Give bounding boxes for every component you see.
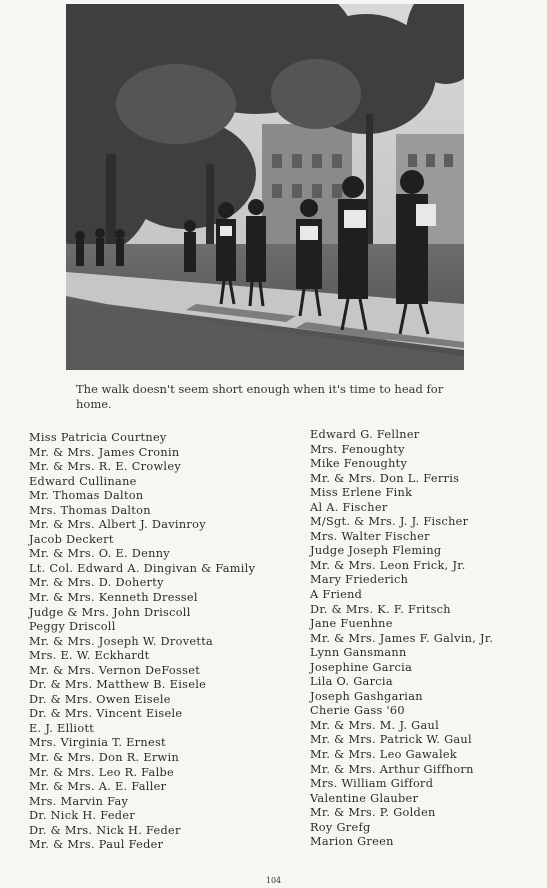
- patron-name: Mr. & Mrs. Don R. Erwin: [29, 751, 180, 765]
- patron-name: E. J. Elliott: [29, 721, 95, 735]
- patron-name: A Friend: [310, 588, 363, 602]
- patron-name: Lt. Col. Edward A. Dingivan & Family: [29, 561, 256, 575]
- patron-name: Mr. & Mrs. P. Golden: [310, 806, 436, 820]
- patron-name: Mr. & Mrs. Kenneth Dressel: [29, 591, 198, 605]
- patron-name: Mr. & Mrs. James F. Galvin, Jr.: [310, 631, 494, 645]
- patron-name: Dr. & Mrs. Nick H. Feder: [29, 823, 181, 837]
- patron-name: Miss Erlene Fink: [310, 486, 413, 500]
- patron-name: Mr. & Mrs. A. E. Faller: [29, 780, 167, 794]
- patron-name: Mr. & Mrs. Joseph W. Drovetta: [29, 634, 214, 648]
- patron-name: Mrs. Thomas Dalton: [29, 503, 151, 517]
- patron-name: Mrs. Marvin Fay: [29, 794, 129, 808]
- campus-walk-photo: [66, 4, 464, 370]
- patron-name: Edward Cullinane: [29, 474, 137, 488]
- patron-name: Joseph Gashgarian: [310, 689, 423, 703]
- patron-name: Mr. & Mrs. Leon Frick, Jr.: [310, 558, 466, 572]
- patron-name: Jacob Deckert: [29, 532, 114, 546]
- patron-name: M/Sgt. & Mrs. J. J. Fischer: [310, 515, 469, 529]
- patron-name: Mr. & Mrs. Arthur Giffhorn: [310, 762, 474, 776]
- patron-name: Mr. & Mrs. Vernon DeFosset: [29, 663, 201, 677]
- patron-name: Mr. & Mrs. D. Doherty: [29, 576, 164, 590]
- patron-name: Roy Grefg: [310, 820, 371, 834]
- patron-name: Mrs. William Gifford: [310, 777, 434, 791]
- patron-list-right: [310, 428, 493, 850]
- patron-name: Mary Friederich: [310, 573, 409, 587]
- patron-name: Josephine Garcia: [310, 660, 413, 674]
- patron-name: Mr. & Mrs. O. E. Denny: [29, 547, 170, 561]
- patron-name: Mr. & Mrs. Don L. Ferris: [310, 471, 460, 485]
- patron-name: Peggy Driscoll: [29, 620, 116, 634]
- patron-name: Mike Fenoughty: [310, 457, 408, 471]
- patron-name: Mr. & Mrs. Leo Gawalek: [310, 748, 457, 762]
- photo-caption: The walk doesn't seem short enough when it's time to head for home.: [76, 382, 444, 411]
- patron-name: Mrs. Walter Fischer: [310, 529, 430, 543]
- patron-name: Mrs. Virginia T. Ernest: [29, 736, 166, 750]
- patron-name: Dr. & Mrs. Matthew B. Eisele: [29, 678, 207, 692]
- patron-name: Marion Green: [310, 835, 394, 849]
- patron-name: Dr. Nick H. Feder: [29, 809, 136, 823]
- patron-name: Al A. Fischer: [310, 500, 388, 514]
- patron-name: Judge & Mrs. John Driscoll: [29, 605, 191, 619]
- patron-name: Cherie Gass '60: [310, 704, 405, 718]
- patron-name: Dr. & Mrs. Vincent Eisele: [29, 707, 183, 721]
- patron-name: Judge Joseph Fleming: [310, 544, 442, 558]
- patron-name: Lynn Gansmann: [310, 646, 407, 660]
- patron-name: Lila O. Garcia: [310, 675, 393, 689]
- patron-name: Dr. & Mrs. Owen Eisele: [29, 692, 171, 706]
- patron-list-left: [29, 431, 255, 853]
- patron-name: Jane Fuenhne: [310, 617, 393, 631]
- patron-name: Mr. & Mrs. R. E. Crowley: [29, 460, 182, 474]
- patron-name: Miss Patricia Courtney: [29, 431, 167, 444]
- page-number: 104: [265, 876, 282, 885]
- patron-name: Mr. & Mrs. Leo R. Falbe: [29, 765, 175, 779]
- patron-name: Mr. & Mrs. Albert J. Davinroy: [29, 518, 206, 532]
- patron-name: Mr. & Mrs. M. J. Gaul: [310, 718, 440, 732]
- patron-name: Edward G. Fellner: [310, 428, 420, 441]
- patron-name: Mrs. E. W. Eckhardt: [29, 649, 150, 663]
- patron-name: Mr. & Mrs. Patrick W. Gaul: [310, 733, 472, 747]
- patron-name: Mr. & Mrs. Paul Feder: [29, 838, 164, 852]
- patron-name: Valentine Glauber: [310, 791, 419, 805]
- patron-name: Mr. & Mrs. James Cronin: [29, 445, 180, 459]
- patron-name: Mr. Thomas Dalton: [29, 489, 144, 503]
- patron-name: Mrs. Fenoughty: [310, 442, 405, 456]
- patron-name: Dr. & Mrs. K. F. Fritsch: [310, 602, 451, 616]
